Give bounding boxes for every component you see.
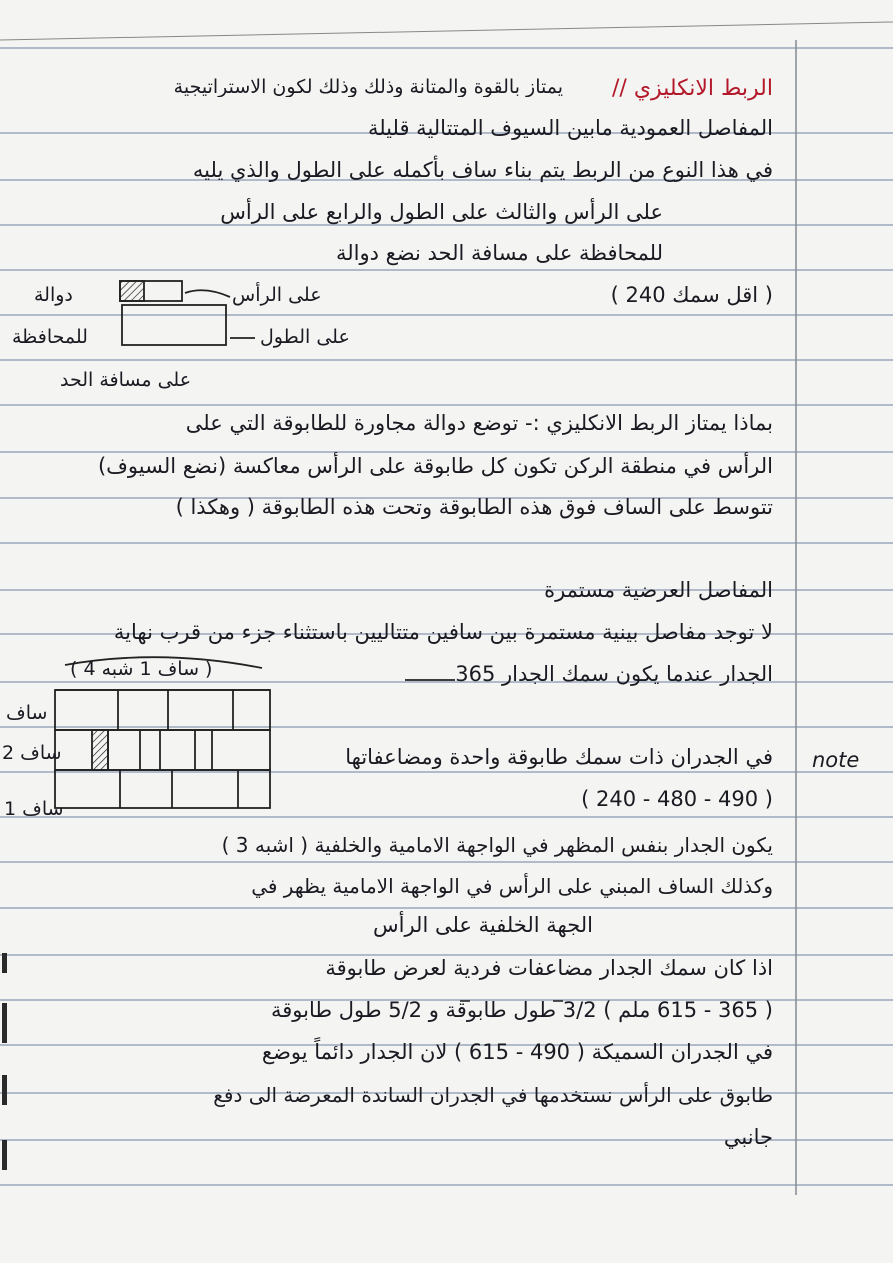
text-line: اذا كان سمك الجدار مضاعفات فردية لعرض طابوقة (325, 956, 773, 980)
text-line: جانبي (723, 1125, 773, 1149)
label-wall-top: ( ساف 1 شبه 4 ) (70, 658, 213, 680)
text-line: وكذلك الساف المبني على الرأس في الواجهة الامامية يظهر في (251, 874, 773, 898)
text-line: يكون الجدار بنفس المظهر في الواجهة الامامية والخلفية ( اشبه 3 ) (221, 833, 773, 857)
text-line: على الرأس والثالث على الطول والرابع على الرأس (220, 200, 663, 224)
text-line: في الجدران ذات سمك طابوقة واحدة ومضاعفاتها (345, 745, 773, 769)
text-line: ( 365 - 615 ملم ) 3/2 طول طابوقة و 5/2 طول طابوقة (270, 998, 773, 1022)
label-length: على الطول (260, 326, 350, 348)
label-head: على الرأس (232, 284, 322, 306)
text-line: الرأس في منطقة الركن تكون كل طابوقة على الرأس معاكسة (نضع السيوف) (97, 454, 773, 478)
label-keep: للمحافظة (12, 326, 88, 348)
text-line: الجدار عندما يكون سمك الجدار 365 (455, 662, 773, 686)
label-course-1: ساف (6, 702, 48, 724)
label-closer: دوالة (34, 284, 73, 306)
text-line: المفاصل العمودية مابين السيوف المتتالية قليلة (367, 116, 773, 140)
text-line: الجهة الخلفية على الرأس (373, 913, 593, 937)
text-line: طابوق على الرأس نستخدمها في الجدران الساندة المعرضة الى دفع (213, 1083, 773, 1107)
text-line: لا توجد مفاصل بينية مستمرة بين سافين متتاليين باستثناء جزء من قرب نهاية (113, 620, 773, 644)
text-line: المفاصل العرضية مستمرة (544, 578, 773, 602)
title-english-bond: الربط الانكليزي // (612, 76, 773, 101)
text-line: تتوسط على الساف فوق هذه الطابوقة وتحت هذه الطابوقة ( وهكذا ) (175, 495, 773, 519)
text-line: ( 490 - 480 - 240 ) (581, 787, 773, 811)
text-line: بماذا يمتاز الربط الانكليزي :- توضع دوالة مجاورة للطابوقة التي على (185, 411, 773, 435)
text-line: على مسافة الحد (60, 369, 192, 391)
label-course-3: ساف 1 (4, 798, 64, 820)
text-line: للمحافظة على مسافة الحد نضع دوالة (335, 241, 663, 265)
note-label: note (812, 748, 860, 772)
label-course-2: ساف 2 (2, 742, 62, 764)
text-line: في هذا النوع من الربط يتم بناء ساف بأكمله على الطول والذي يليه (192, 158, 773, 182)
text-line: ( اقل سمك 240 ) (610, 283, 773, 307)
text-line: في الجدران السميكة ( 490 - 615 ) لان الجدار دائماً يوضع (261, 1040, 773, 1064)
text-line: يمتاز بالقوة والمتانة وذلك وذلك لكون الاستراتيجية (173, 78, 563, 97)
